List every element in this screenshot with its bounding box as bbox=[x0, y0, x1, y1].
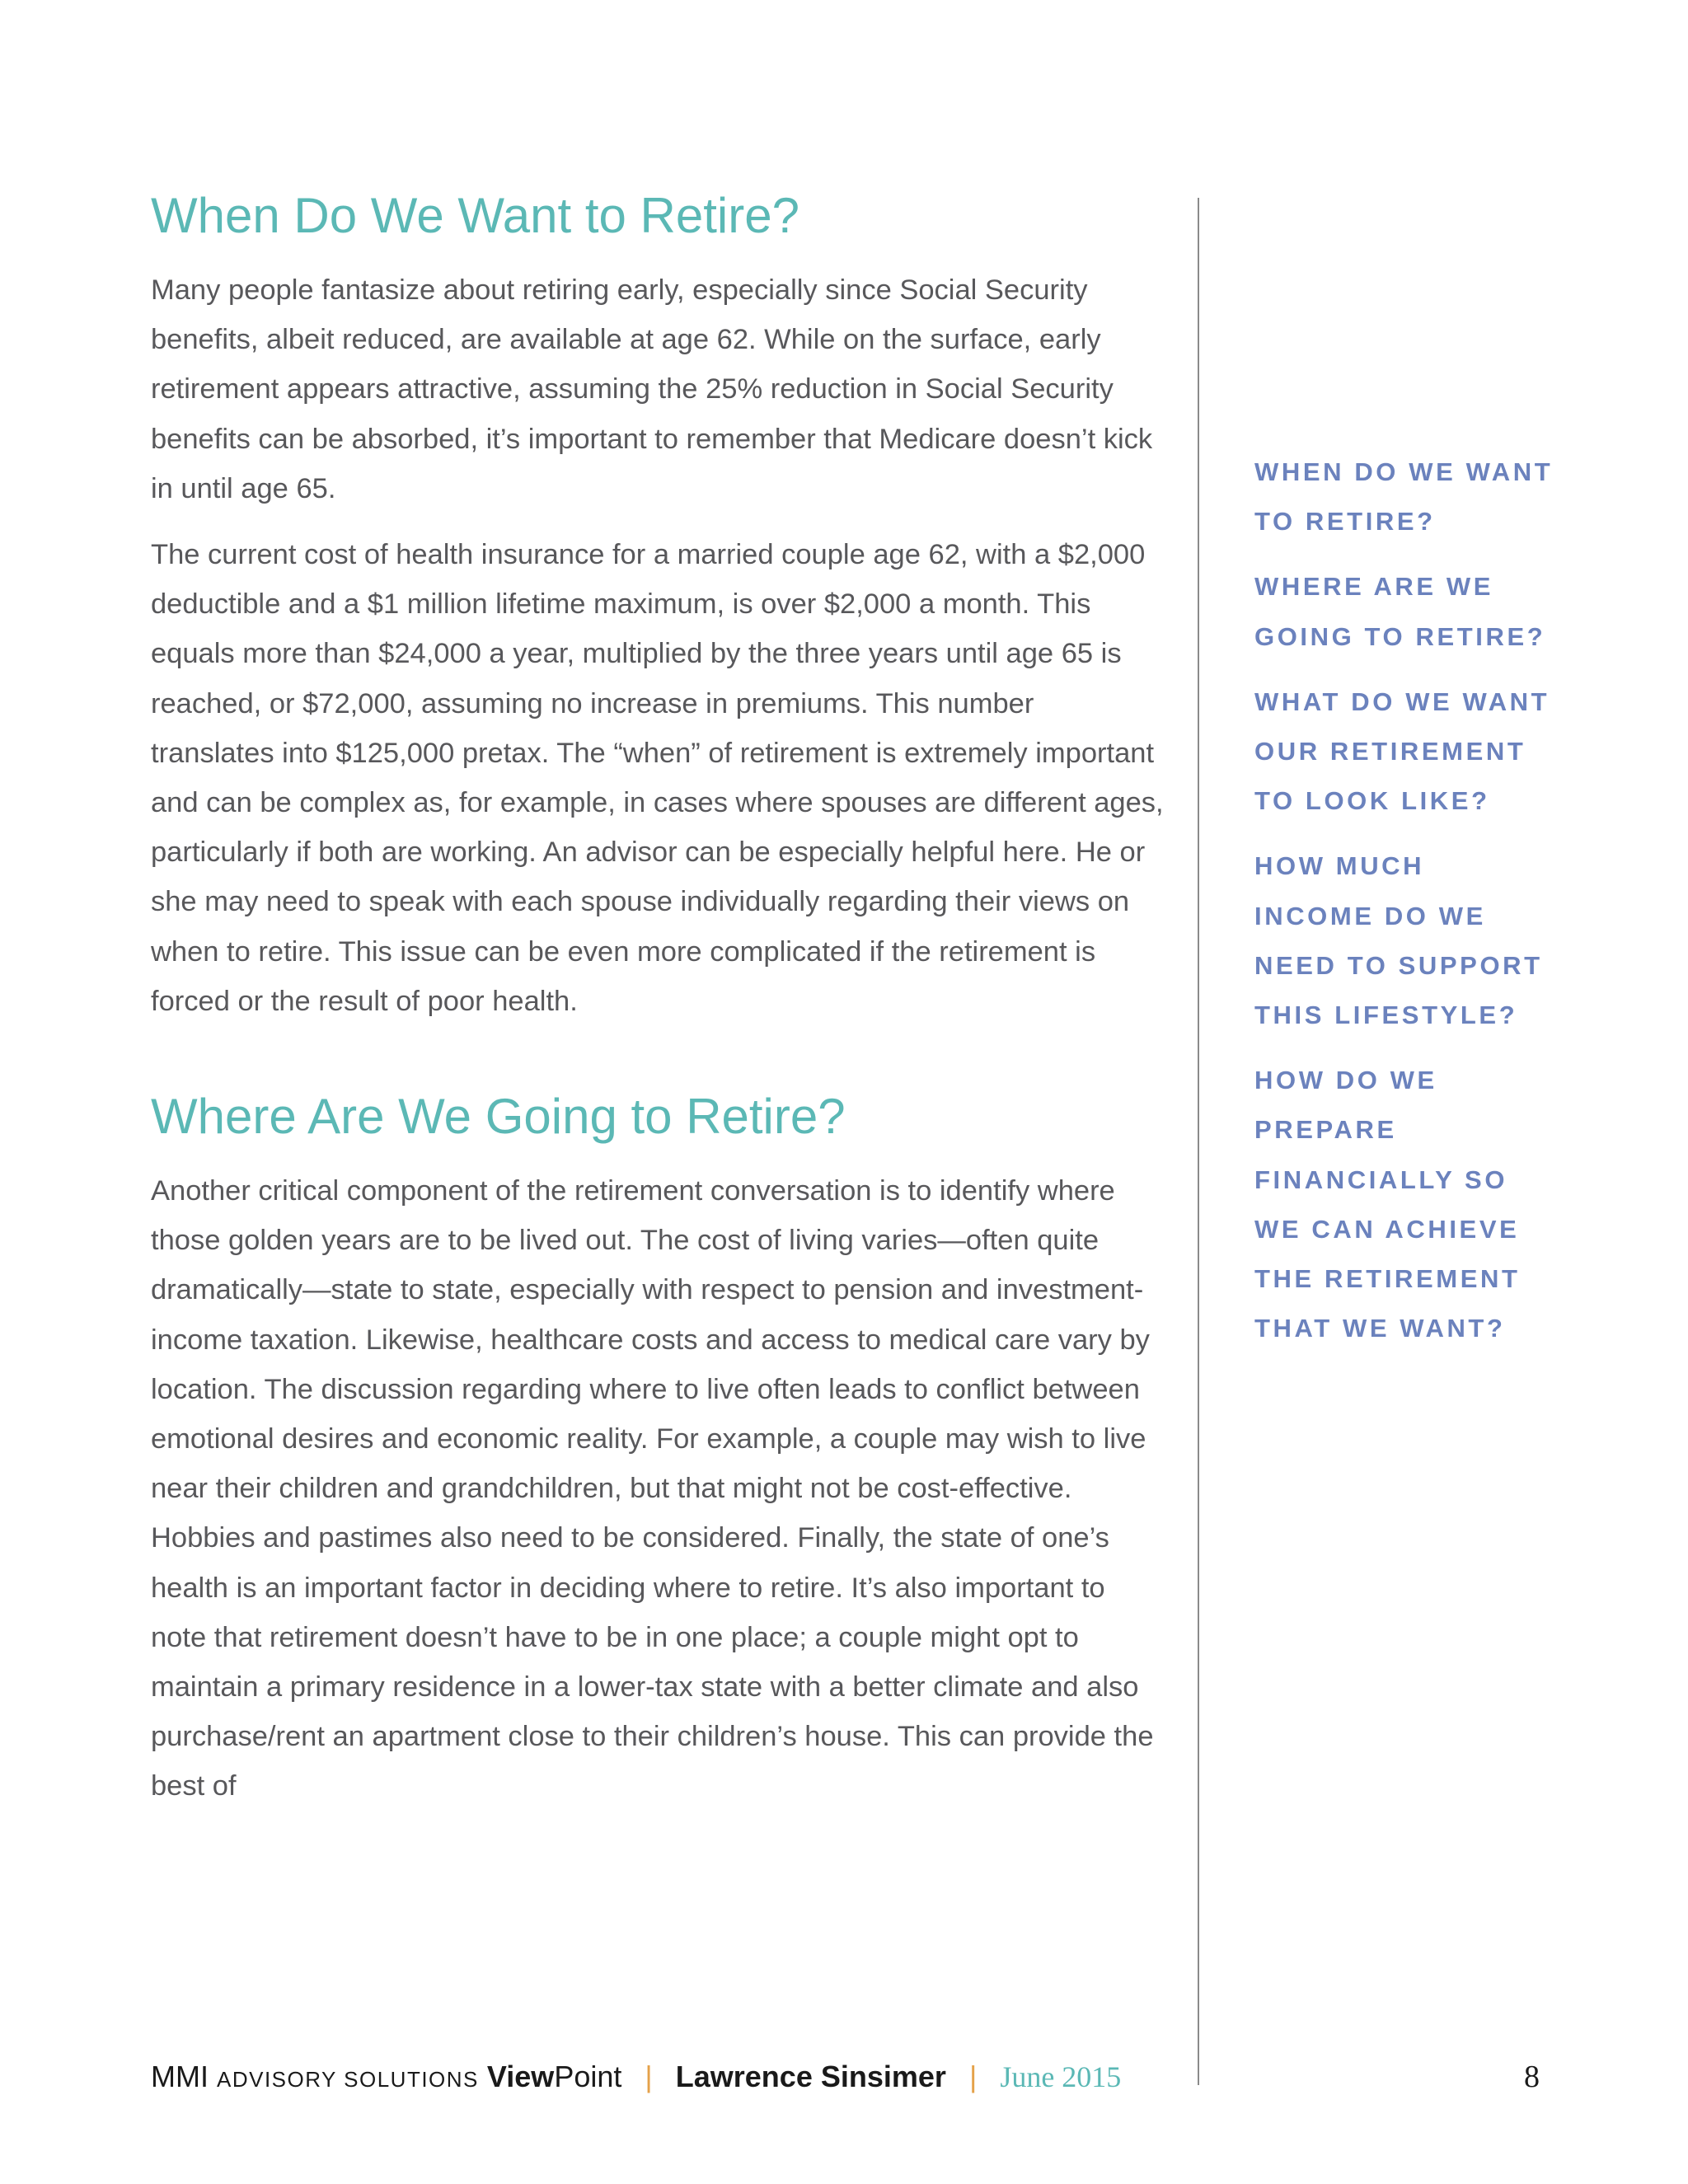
footer-brand-advisory: ADVISORY SOLUTIONS bbox=[217, 2067, 479, 2092]
footer-author: Lawrence Sinsimer bbox=[675, 2060, 946, 2093]
footer-brand-mmi: MMI bbox=[151, 2060, 209, 2093]
sidebar-question: HOW DO WE PREPARE FINANCIALLY SO WE CAN ACHIEVE THE RETIREMENT THAT WE WANT? bbox=[1254, 1066, 1521, 1343]
section-heading-when: When Do We Want to Retire? bbox=[151, 188, 799, 243]
footer-separator: | bbox=[645, 2060, 653, 2093]
sidebar-question: WHAT DO WE WANT OUR RETIREMENT TO LOOK LIKE? bbox=[1254, 687, 1550, 816]
main-column bbox=[151, 183, 1165, 1828]
section-heading-where: Where Are We Going to Retire? bbox=[151, 1089, 846, 1145]
footer-separator: | bbox=[968, 2060, 978, 2093]
footer-brand-view: View bbox=[486, 2060, 555, 2093]
paragraph: Another critical component of the retirement conversation is to identify where those golden years are to be lived out. The cost of living varies—often quite dramatically—state to state, especially with respect to pension and investment-income taxation. Likewise, healthcare costs and access to medical care vary by location. The discussion regarding where to live often leads to conflict between emotional desires and economic reality. For example, a couple may wish to live near their children and grandchildren, but that might not be cost-effective. Hobbies and pastimes also need to be considered. Finally, the state of one’s health is an important factor in deciding where to retire. It’s also important to note that retirement doesn’t have to be in one place; a couple might opt to maintain a primary residence in a lower-tax state with a better climate and also purchase/rent an apartment close to their children’s house. This can provide the best of bbox=[151, 1175, 1154, 1802]
sidebar-questions bbox=[1254, 448, 1601, 1369]
column-divider bbox=[1198, 198, 1199, 2085]
footer-date: June 2015 bbox=[1000, 2060, 1122, 2093]
footer-brand-point: Point bbox=[554, 2060, 622, 2093]
paragraph: Many people fantasize about retiring early, especially since Social Security benefits, albeit reduced, are available at age 62. While on the surface, early retirement appears attractive, assuming the 25% reduction in Social Security benefits can be absorbed, it’s important to remember that Medicare doesn’t kick in until age 65. bbox=[151, 274, 1153, 504]
sidebar-question: HOW MUCH INCOME DO WE NEED TO SUPPORT THIS LIFESTYLE? bbox=[1254, 851, 1543, 1030]
page-number: 8 bbox=[1524, 2060, 1540, 2094]
sidebar-question: WHERE ARE WE GOING TO RETIRE? bbox=[1254, 572, 1546, 651]
sidebar-question: WHEN DO WE WANT TO RETIRE? bbox=[1254, 457, 1554, 537]
paragraph: The current cost of health insurance for a married couple age 62, with a $2,000 deductible and a $1 million lifetime maximum, is over $2,000 a month. This equals more than $24,000 a year, multiplied by the three years until age 65 is reached, or $72,000, assuming no increase in premiums. This number translates into $125,000 pretax. The “when” of retirement is extremely important and can be complex as, for example, in cases where spouses are different ages, particularly if both are working. An advisor can be especially helpful here. He or she may need to speak with each spouse individually regarding their views on when to retire. This issue can be even more complicated if the retirement is forced or the result of poor health. bbox=[151, 539, 1164, 1017]
page-footer bbox=[151, 2052, 1121, 2102]
